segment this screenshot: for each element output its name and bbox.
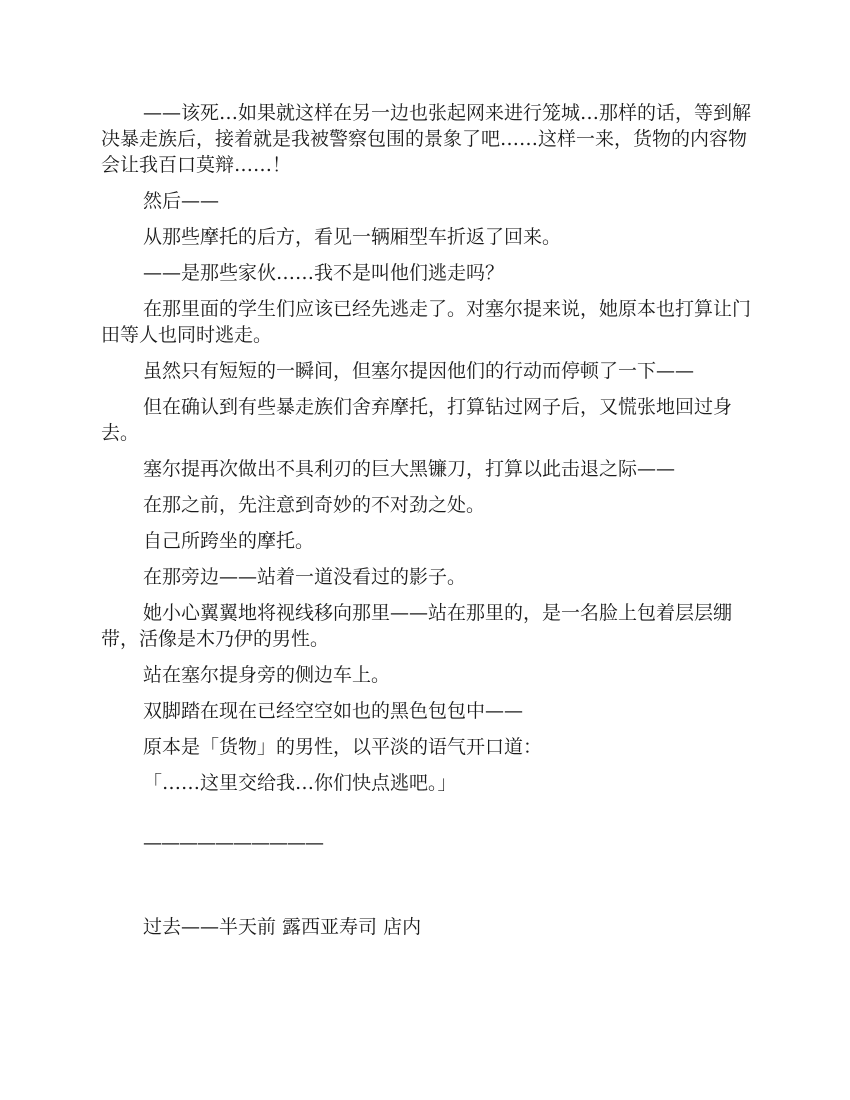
document-page — [101, 100, 751, 940]
paragraph: ——是那些家伙……我不是叫他们逃走吗？ — [143, 262, 505, 284]
paragraph: 自己所跨坐的摩托。 — [143, 530, 315, 552]
paragraph: ——该死…如果就这样在另一边也张起网来进行笼城…那样的话，等到解决暴走族后，接着就是我被警察包围的景象了吧……这样一来，货物的内容物会让我百口莫辩……！ — [101, 102, 752, 176]
paragraph: 但在确认到有些暴走族们舍弃摩托，打算钻过网子后，又慌张地回过身去。 — [101, 396, 733, 444]
paragraph: 塞尔提再次做出不具利刃的巨大黑镰刀，打算以此击退之际—— — [143, 458, 676, 480]
section-separator: —————————— — [143, 832, 323, 854]
paragraph: 在那之前，先注意到奇妙的不对劲之处。 — [143, 494, 486, 516]
paragraph: 站在塞尔提身旁的侧边车上。 — [143, 664, 391, 686]
story-text — [101, 100, 751, 796]
paragraph: 从那些摩托的后方，看见一辆厢型车折返了回来。 — [143, 226, 562, 248]
paragraph: 双脚踏在现在已经空空如也的黑色包包中—— — [143, 700, 524, 722]
paragraph: 虽然只有短短的一瞬间，但塞尔提因他们的行动而停顿了一下—— — [143, 360, 695, 382]
paragraph: 在那旁边——站着一道没看过的影子。 — [143, 566, 467, 588]
paragraph: 然后—— — [143, 190, 220, 212]
paragraph: 在那里面的学生们应该已经先逃走了。对塞尔提来说，她原本也打算让门田等人也同时逃走。 — [101, 298, 752, 346]
paragraph: 原本是「货物」的男性，以平淡的语气开口道： — [143, 736, 543, 758]
paragraph: 她小心翼翼地将视线移向那里——站在那里的，是一名脸上包着层层绷带，活像是木乃伊的男性。 — [101, 602, 733, 650]
paragraph: 「……这里交给我…你们快点逃吧。」 — [143, 772, 457, 794]
scene-heading: 过去——半天前 露西亚寿司 店内 — [143, 916, 422, 938]
